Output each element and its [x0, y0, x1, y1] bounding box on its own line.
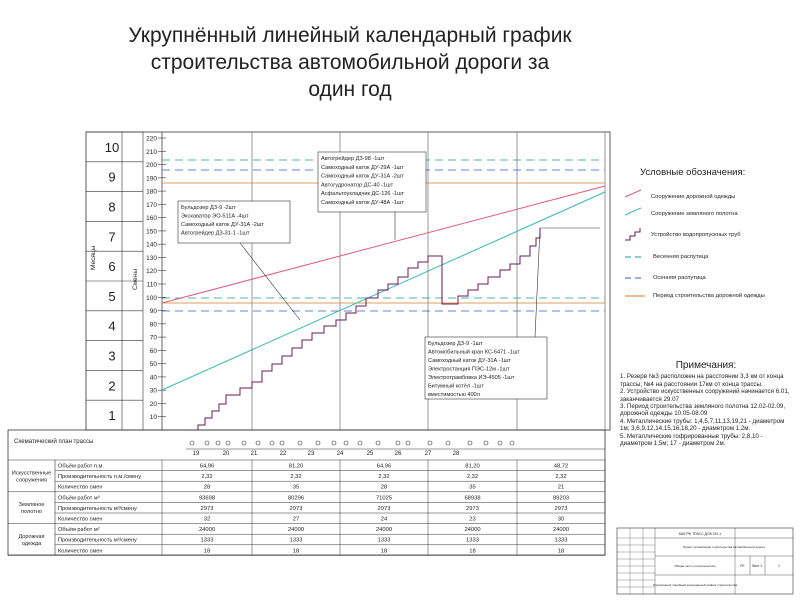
- table-cell: 2,32: [378, 474, 390, 481]
- shifts-label: Смены: [132, 268, 139, 290]
- row-label: Производительность п.м./смену: [58, 474, 142, 481]
- table-cell: 71025: [375, 495, 393, 502]
- stamp-line1: Проект организации строительства автомобильной дороги: [682, 545, 766, 549]
- y-tick-label: 130: [146, 254, 157, 262]
- title-line-1: Укрупнённый линейный календарный график: [128, 24, 572, 47]
- pipe-marker: [242, 441, 246, 445]
- table-cell: 28: [203, 484, 211, 491]
- table-cell: 1333: [466, 537, 479, 544]
- table-cell: 81,20: [465, 463, 480, 470]
- table-cell: 35: [469, 484, 476, 491]
- y-tick-label: 10: [149, 414, 157, 422]
- pipe-marker: [498, 441, 502, 445]
- legend-title: Условные обозначения:: [640, 167, 746, 178]
- equipment-line: Самоходный каток ДУ-31А -2шт: [181, 222, 264, 228]
- note-item: 1. Резерв №3 расположен на расстоянии 3,3 км от конца трассы; №4 на расстоянии 17км от конца трассы.: [620, 373, 784, 388]
- equipment-line: Самоходный каток ДУ-48А -1шт: [321, 200, 404, 206]
- pipe-marker: [216, 441, 220, 445]
- table-cell: 18: [203, 548, 211, 555]
- note-item: 5. Металлические гофрированные трубы: 2,8,10 - диаметром 1,5м; 17 - диаметром 2м.: [620, 432, 763, 448]
- row-label: Количество смен: [58, 548, 103, 555]
- y-tick-label: 70: [149, 334, 157, 342]
- group-label-part: Дорожная: [18, 534, 45, 540]
- legend-item-label: Осенняя распутица: [653, 275, 706, 281]
- pipe-marker: [344, 441, 348, 445]
- row-label: Количество смен: [58, 516, 103, 523]
- equipment-line: вместимостью 400л: [428, 392, 480, 398]
- pipe-marker: [316, 441, 320, 445]
- pipe-marker: [484, 441, 488, 445]
- row-label: Производительность м³/смену: [58, 505, 137, 512]
- month-label: 1: [108, 408, 116, 424]
- table-cell: 23: [469, 516, 476, 523]
- box-left-leader: [240, 243, 300, 320]
- table-cell: 1333: [200, 537, 214, 544]
- pipe-marker: [396, 441, 400, 445]
- legend-swatch-earth: [625, 208, 641, 215]
- km-label: 25: [366, 451, 374, 457]
- y-tick-label: 20: [149, 400, 157, 408]
- notes-title: Примечания:: [675, 360, 737, 371]
- table-cell: 2,32: [466, 474, 479, 481]
- legend-item-label: Период строительства дорожной одежды: [653, 293, 765, 299]
- pipe-marker: [270, 441, 274, 445]
- y-tick-label: 160: [146, 215, 157, 223]
- km-label: 21: [250, 451, 258, 457]
- month-label: 9: [108, 169, 116, 185]
- y-tick-label: 60: [149, 347, 157, 355]
- row-label: Количество смен: [58, 484, 103, 491]
- pipe-marker: [298, 441, 302, 445]
- note-item: 2. Устройство искусственных сооружений начинается 6.01, заканчивается 29.07: [620, 388, 790, 403]
- table-cell: 24000: [287, 527, 305, 534]
- table-cell: 24: [380, 516, 388, 523]
- table-cell: 81,20: [288, 463, 304, 470]
- table-cell: 18: [557, 548, 565, 555]
- table-cell: 64,96: [199, 463, 215, 470]
- km-label: 26: [394, 451, 402, 457]
- legend-item-label: Сооружение дорожной одежды: [651, 194, 736, 200]
- km-label: 28: [452, 451, 460, 457]
- y-tick-label: 190: [146, 175, 157, 183]
- table-cell: 35: [292, 484, 300, 491]
- legend: [625, 190, 765, 299]
- legend-item-label: Устройство водопропускных труб: [651, 232, 741, 238]
- group-label-part: одежда: [21, 541, 42, 547]
- table-cell: 2,32: [290, 474, 302, 481]
- pipe-marker: [256, 441, 260, 445]
- month-label: 2: [108, 378, 116, 394]
- table-cell: 27: [292, 516, 300, 523]
- pipe-marker: [280, 441, 284, 445]
- table-cell: 32: [203, 516, 211, 523]
- equipment-line: Самоходный каток ДУ-29А -1шт: [321, 164, 404, 171]
- km-label: 27: [424, 451, 432, 457]
- month-label: 8: [108, 199, 116, 215]
- table-cell: 1333: [377, 537, 391, 544]
- pipe-marker: [428, 441, 432, 445]
- table-cell: 48,72: [553, 463, 569, 470]
- table-cell: 24000: [552, 527, 570, 534]
- equipment-line: Автогудронатор ДС-40 -1шт: [321, 182, 394, 189]
- table-cell: 24000: [464, 527, 481, 534]
- pipe-marker: [226, 441, 230, 445]
- y-tick-label: 120: [146, 268, 157, 276]
- equipment-line: Бульдозер ДЗ-9 -2шт: [181, 205, 236, 211]
- table-cell: 2973: [554, 505, 568, 512]
- y-tick-label: 80: [149, 321, 157, 329]
- table-cell: 2,32: [555, 474, 567, 481]
- y-tick-label: 40: [149, 374, 157, 382]
- table-cell: 18: [380, 548, 388, 555]
- table-cell: 93698: [198, 495, 216, 502]
- title-line-3: один год: [308, 78, 392, 101]
- row-label: Объём работ п.м.: [58, 463, 104, 470]
- month-label: 6: [108, 259, 116, 275]
- y-tick-label: 50: [149, 361, 157, 369]
- y-tick-label: 220: [146, 135, 157, 143]
- table-cell: 1333: [554, 537, 568, 544]
- km-label: 20: [222, 451, 230, 457]
- month-label: 4: [108, 318, 116, 334]
- pipe-marker: [510, 441, 514, 445]
- y-tick-label: 30: [149, 387, 157, 395]
- equipment-line: Автогрейдер ДЗ-98 -1шт: [321, 156, 385, 162]
- stamp-stage: УП: [739, 564, 745, 568]
- km-label: 19: [192, 451, 200, 457]
- y-tick-label: 140: [146, 241, 157, 249]
- y-tick-label: 170: [146, 201, 157, 209]
- table-cell: 64,96: [376, 463, 392, 470]
- legend-item-label: Сооружение земляного полотна: [651, 211, 738, 217]
- equipment-line: Самоходный каток ДУ-31А -2шт: [321, 173, 404, 180]
- table-cell: 30: [557, 516, 565, 523]
- equipment-line: Битумный котёл -1шт: [428, 383, 484, 390]
- month-label: 10: [104, 139, 120, 155]
- title-line-2: строительства автомобильной дороги за: [150, 51, 550, 74]
- group-label-part: Земляное: [18, 502, 45, 509]
- table-cell: 2973: [377, 505, 391, 512]
- note-item: 3. Период строительства земляного полотна 12.02-02.09, дорожной одежды 10.05-08.09: [620, 403, 786, 418]
- equipment-line: Электротрамбовка ИЭ-4505 -1шт: [428, 375, 515, 381]
- row-label: Объём работ м³: [58, 495, 100, 502]
- y-tick-label: 100: [146, 294, 157, 302]
- table-cell: 80296: [287, 495, 305, 502]
- stamp-sheets: 1: [778, 564, 780, 568]
- legend-swatch-pavement: [625, 190, 641, 197]
- table-cell: 2,32: [201, 474, 213, 481]
- notes-box: [620, 362, 792, 447]
- stamp-line3: Укрупнённый линейный календарный график строительства: [652, 583, 738, 587]
- table-cell: 24000: [198, 527, 216, 534]
- pipes-staircase: [190, 228, 540, 430]
- equipment-line: Самоходный каток ДУ-31А -1шт: [428, 358, 511, 364]
- month-label: 3: [108, 348, 116, 364]
- table-cell: 89203: [552, 495, 570, 502]
- y-tick-label: 210: [146, 148, 157, 156]
- table-cell: 68938: [464, 495, 481, 502]
- pipe-marker: [446, 441, 450, 445]
- table-cell: 21: [557, 484, 565, 491]
- pipe-marker: [190, 441, 194, 445]
- table-cell: 24000: [375, 527, 393, 534]
- km-label: 22: [279, 451, 287, 457]
- equipment-line: Автогрейдер ДЗ-31-1 -1шт: [181, 230, 250, 237]
- legend-item-label: Весенняя распутица: [653, 254, 709, 260]
- equipment-line: Асфальтоукладчик ДС-126 -1шт: [321, 191, 405, 198]
- km-label: 24: [336, 451, 344, 457]
- pipe-marker: [358, 441, 362, 445]
- pipe-marker: [332, 441, 336, 445]
- y-tick-label: 200: [146, 162, 157, 170]
- y-tick-label: 90: [149, 308, 157, 316]
- table-cell: 28: [380, 484, 388, 491]
- table-cell: 2973: [200, 505, 214, 512]
- equipment-line: Экскаватор ЭО-511А -4шт: [181, 213, 249, 220]
- legend-swatch-pipes: [625, 228, 640, 240]
- stamp-header: КАК РФ ТРАСС ДОК ОН-1: [678, 532, 722, 536]
- y-tick-label: 110: [146, 281, 157, 289]
- month-label: 5: [108, 288, 116, 304]
- group-label-part: полотно: [20, 509, 43, 516]
- pipe-marker: [468, 441, 472, 445]
- group-label-part: сооружения: [15, 477, 48, 484]
- table-cell: 1333: [289, 537, 303, 544]
- table-cell: 2973: [289, 505, 303, 512]
- pipe-marker: [406, 441, 410, 445]
- y-ticks: [146, 136, 166, 422]
- stamp-signature-grid: [617, 528, 655, 594]
- title-block-stamp: [617, 528, 793, 594]
- y-tick-label: 150: [146, 228, 157, 236]
- equipment-line: Бульдозер ДЗ-9 -1шт: [428, 341, 483, 347]
- table-cell: 18: [469, 548, 476, 555]
- months-label: Месяцы: [90, 245, 97, 270]
- pipe-marker: [376, 441, 380, 445]
- equipment-line: Автомобильный кран КС-6471 -1шт: [428, 349, 520, 356]
- pipe-marker: [205, 441, 209, 445]
- stamp-sheet: Лист 1: [751, 564, 763, 568]
- note-item: 4. Металлические трубы: 1,4,5,7,11,13,19,21 - диаметром 1м; 3,6,9,12,14,15,16,18,20 - диаметром 1,2м.: [620, 417, 785, 433]
- row-label: Объём работ м²: [58, 527, 100, 534]
- stamp-line2: Общая часть (строительство): [674, 564, 716, 568]
- table-cell: 2973: [466, 505, 479, 512]
- row-label: Производительность м²/смену: [58, 537, 137, 544]
- km-label: 23: [307, 451, 315, 457]
- month-label: 7: [108, 229, 116, 245]
- y-tick-label: 180: [146, 188, 157, 196]
- table-cell: 18: [292, 548, 300, 555]
- plan-markers: [186, 441, 605, 457]
- equipment-line: Электростанция ПЭС-12м -1шт: [428, 366, 510, 373]
- group-label-part: Искусственные: [11, 470, 52, 477]
- plan-label: Схематический план трассы: [14, 439, 94, 445]
